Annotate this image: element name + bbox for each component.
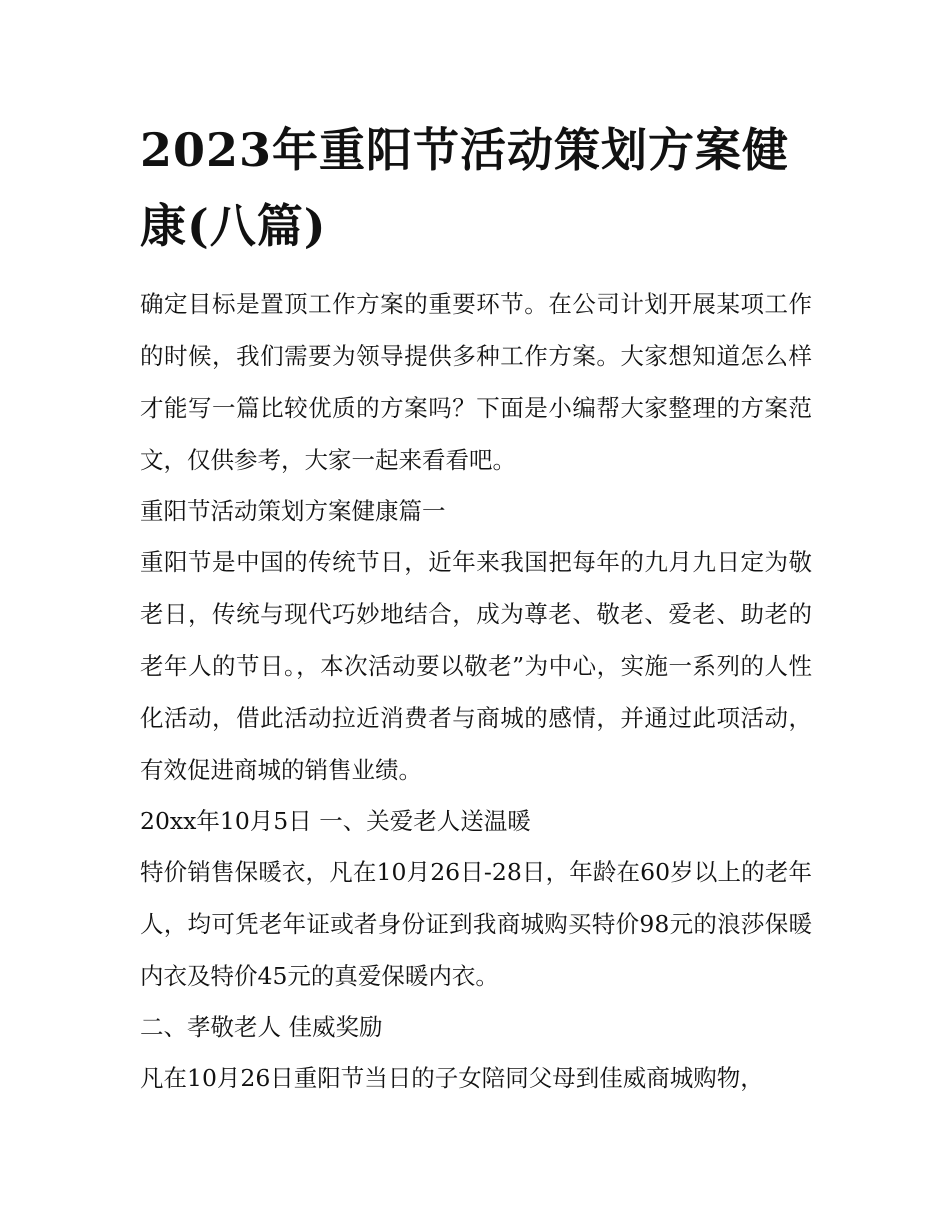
document-title: 2023年重阳节活动策划方案健康(八篇) bbox=[140, 123, 790, 253]
date-and-item-1-heading: 20xx年10月5日 一、关爱老人送温暖 bbox=[140, 807, 531, 835]
section-heading-1: 重阳节活动策划方案健康篇一 bbox=[140, 497, 446, 525]
section-1-paragraph: 重阳节是中国的传统节日，近年来我国把每年的九月九日定为敬老日，传统与现代巧妙地结合，成为尊老、敬老、爱老、助老的老年人的节日。，本次活动要以敬老”为中心，实施一系列的人性化活动，借此活动拉近消费者与商城的感情，并通过此项活动，有效促进商城的销售业绩。 bbox=[140, 548, 812, 784]
item-2-paragraph: 凡在10月26日重阳节当日的子女陪同父母到佳威商城购物， bbox=[140, 1064, 764, 1092]
item-2-heading: 二、孝敬老人 佳威奖励 bbox=[140, 1013, 383, 1041]
intro-paragraph: 确定目标是置顶工作方案的重要环节。在公司计划开展某项工作的时候，我们需要为领导提供多种工作方案。大家想知道怎么样才能写一篇比较优质的方案吗？下面是小编帮大家整理的方案范文，仅供参考，大家一起来看看吧。 bbox=[140, 290, 812, 474]
item-1-paragraph: 特价销售保暖衣，凡在10月26日-28日，年龄在60岁以上的老年人，均可凭老年证或者身份证到我商城购买特价98元的浪莎保暖内衣及特价45元的真爱保暖内衣。 bbox=[140, 858, 812, 990]
document-page bbox=[140, 112, 812, 1104]
